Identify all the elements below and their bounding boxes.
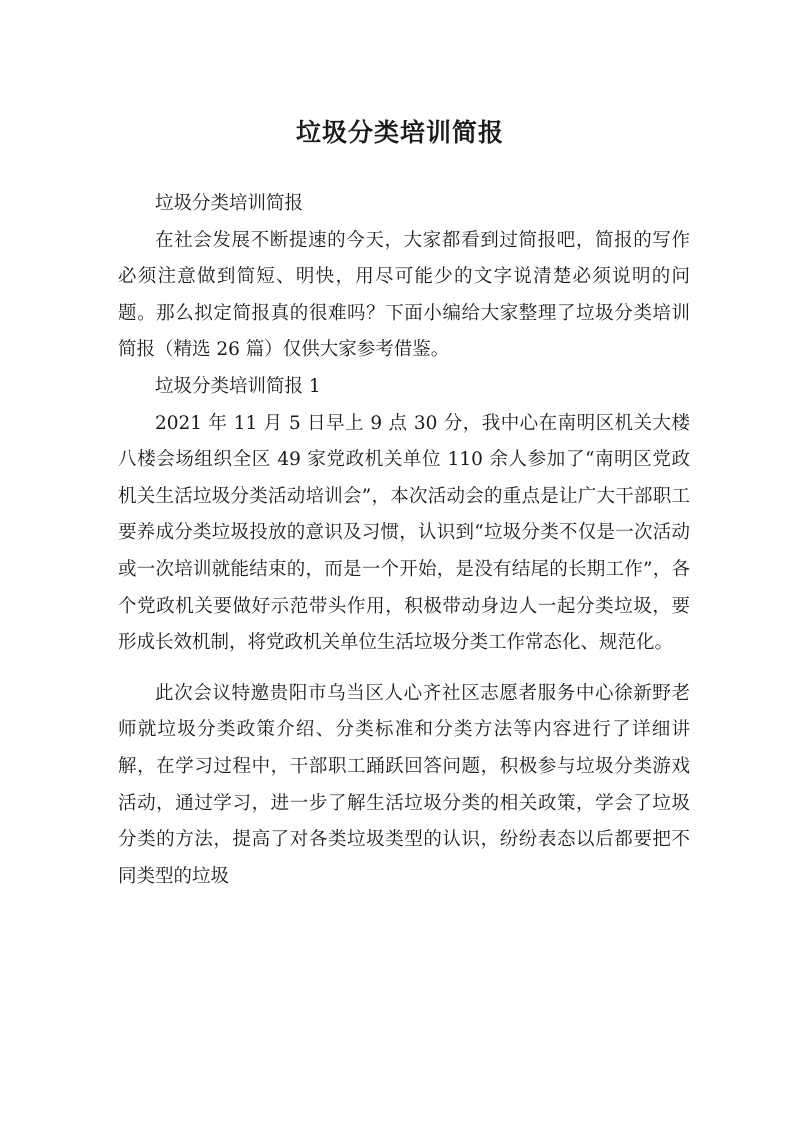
paragraph-training: 此次会议特邀贵阳市乌当区人心齐社区志愿者服务中心徐新野老师就垃圾分类政策介绍、分类标准和分类方法等内容进行了详细讲解，在学习过程中，干部职工踊跃回答问题，积极参与垃圾分类游戏活动，通过学习，进一步了解生活垃圾分类的相关政策，学会了垃圾分类的方法，提高了对各类垃圾类型的认识，纷纷表态以后都要把不同类型的垃圾 — [118, 682, 690, 887]
document-body — [118, 186, 690, 895]
paragraph-heading: 垃圾分类培训简报 — [155, 193, 304, 214]
paragraph-subheading: 垃圾分类培训简报 1 — [155, 375, 321, 397]
document-title: 垃圾分类培训简报 — [295, 117, 504, 147]
paragraph-event: 2021 年 11 月 5 日早上 9 点 30 分，我中心在南明区机关大楼八楼会场组织全区 49 家党政机关单位 110 余人参加了“南明区党政机关生活垃圾分类活动培训会”，本次活动会的重点是让广大干部职工要养成分类垃圾投放的意识及习惯，认识到“垃圾分类不仅是一次活动或一次培训就能结束的，而是一个开始，是没有结尾的长期工作”，各个党政机关要做好示范带头作用，积极带动身边人一起分类垃圾，要形成长效机制，将党政机关单位生活垃圾分类工作常态化、规范化。 — [118, 412, 690, 654]
paragraph-intro: 在社会发展不断提速的今天，大家都看到过简报吧，简报的写作必须注意做到简短、明快，用尽可能少的文字说清楚必须说明的问题。那么拟定简报真的很难吗？下面小编给大家整理了垃圾分类培训简报（精选 26 篇）仅供大家参考借鉴。 — [118, 229, 690, 361]
